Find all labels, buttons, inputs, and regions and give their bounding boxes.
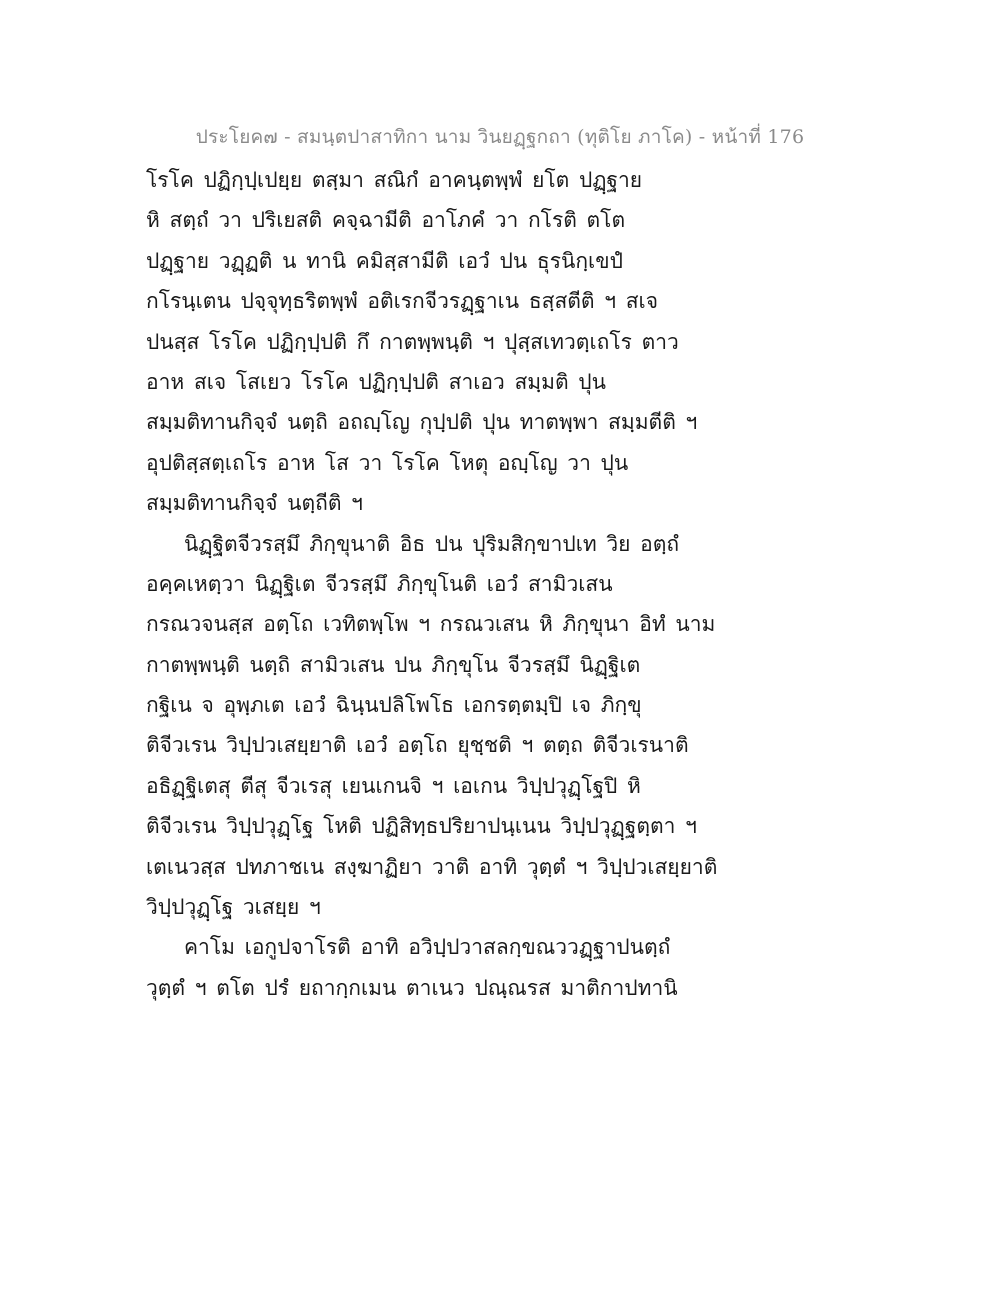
text-line: ติจีวเรน วิปฺปวเสยฺยาติ เอวํ อตฺโถ ยุชฺชติ ฯ ตตฺถ ติจีวเรนาติ bbox=[146, 733, 689, 758]
text-line: สมฺมติทานกิจฺจํ นตฺถิ อถญฺโญ กุปฺปติ ปุน ทาตพฺพา สมฺมตีติ ฯ bbox=[146, 410, 698, 435]
text-line: กโรนฺเตน ปจฺจุทฺธริตพฺพํ อติเรกจีวรฏฺฐาเน ธสฺสตีติ ฯ สเจ bbox=[146, 289, 659, 314]
text-line: เตเนวสฺส ปทภาชเน สงฺฆาฏิยา วาติ อาทิ วุตฺตํ ฯ วิปฺปวเสยฺยาติ bbox=[146, 854, 718, 879]
text-line: ติจีวเรน วิปฺปวุฏฺโฐ โหติ ปฏิสิทฺธปริยาปนฺเนน วิปฺปวุฏฺฐตฺตา ฯ bbox=[146, 814, 697, 839]
text-line: โรโค ปฏิกฺปฺเปยฺย ตสฺมา สณิกํ อาคนฺตพฺพํ ยโต ปฏฺฐาย bbox=[146, 168, 643, 192]
text-line: อุปติสฺสตฺเถโร อาห โส วา โรโค โหตุ อญฺโญ วา ปุน bbox=[146, 450, 629, 475]
text-line: กรณวจนสฺส อตฺโถ เวทิตพฺโพ ฯ กรณวเสน หิ ภิกฺขุนา อิทํ นาม bbox=[146, 612, 716, 637]
text-line: หิ สตฺถํ วา ปริเยสติ คจฺฉามีติ อาโภคํ วา กโรติ ตโต bbox=[146, 208, 626, 233]
text-line: สมฺมติทานกิจฺจํ นตฺถีติ ฯ bbox=[146, 491, 363, 516]
document-body bbox=[146, 160, 718, 1008]
text-line: วิปฺปวุฏฺโฐ วเสยฺย ฯ bbox=[146, 895, 321, 920]
text-line: อาห สเจ โสเยว โรโค ปฏิกฺปฺปติ สาเอว สมฺมติ ปุน bbox=[146, 369, 606, 394]
page-header-text: ประโยค๗ - สมนฺตปาสาทิกา นาม วินยฏฺฐกถา (ทุติโย ภาโค) - หน้าที่ 176 bbox=[195, 126, 805, 148]
text-line: ปฏฺฐาย วฏฺฏติ น ทานิ คมิสฺสามีติ เอวํ ปน ธุรนิกฺเขปํ bbox=[146, 248, 623, 273]
text-line: วุตฺตํ ฯ ตโต ปรํ ยถากฺกเมน ตาเนว ปณฺณรส มาติกาปทานิ bbox=[146, 975, 678, 1000]
page-header bbox=[0, 122, 1000, 152]
text-line: อคฺคเหตฺวา นิฏฺฐิเต จีวรสฺมึ ภิกฺขุโนติ เอวํ สามิวเสน bbox=[146, 571, 613, 596]
text-line: อธิฏฺฐิเตสุ ตีสุ จีวเรสุ เยนเกนจิ ฯ เอเกน วิปฺปวุฏฺโฐปิ หิ bbox=[146, 773, 641, 798]
text-line: กาตพฺพนฺติ นตฺถิ สามิวเสน ปน ภิกฺขุโน จีวรสฺมึ นิฏฺฐิเต bbox=[146, 652, 641, 677]
paragraph-start-line: นิฏฺฐิตจีวรสฺมึ ภิกฺขุนาติ อิธ ปน ปุริมสิกฺขาปเท วิย อตฺถํ bbox=[184, 531, 680, 556]
paragraph-start-line: คาโม เอกูปจาโรติ อาทิ อวิปฺปวาสลกฺขณววฏฺฐาปนตฺถํ bbox=[184, 935, 671, 960]
text-line: กฐิเน จ อุพฺภเต เอวํ ฉินฺนปลิโพโธ เอกรตฺตมฺปิ เจ ภิกฺขุ bbox=[146, 693, 642, 718]
text-line: ปนสฺส โรโค ปฏิกฺปฺปติ กึ กาตพฺพนฺติ ฯ ปุสฺสเทวตฺเถโร ตาว bbox=[146, 329, 679, 354]
